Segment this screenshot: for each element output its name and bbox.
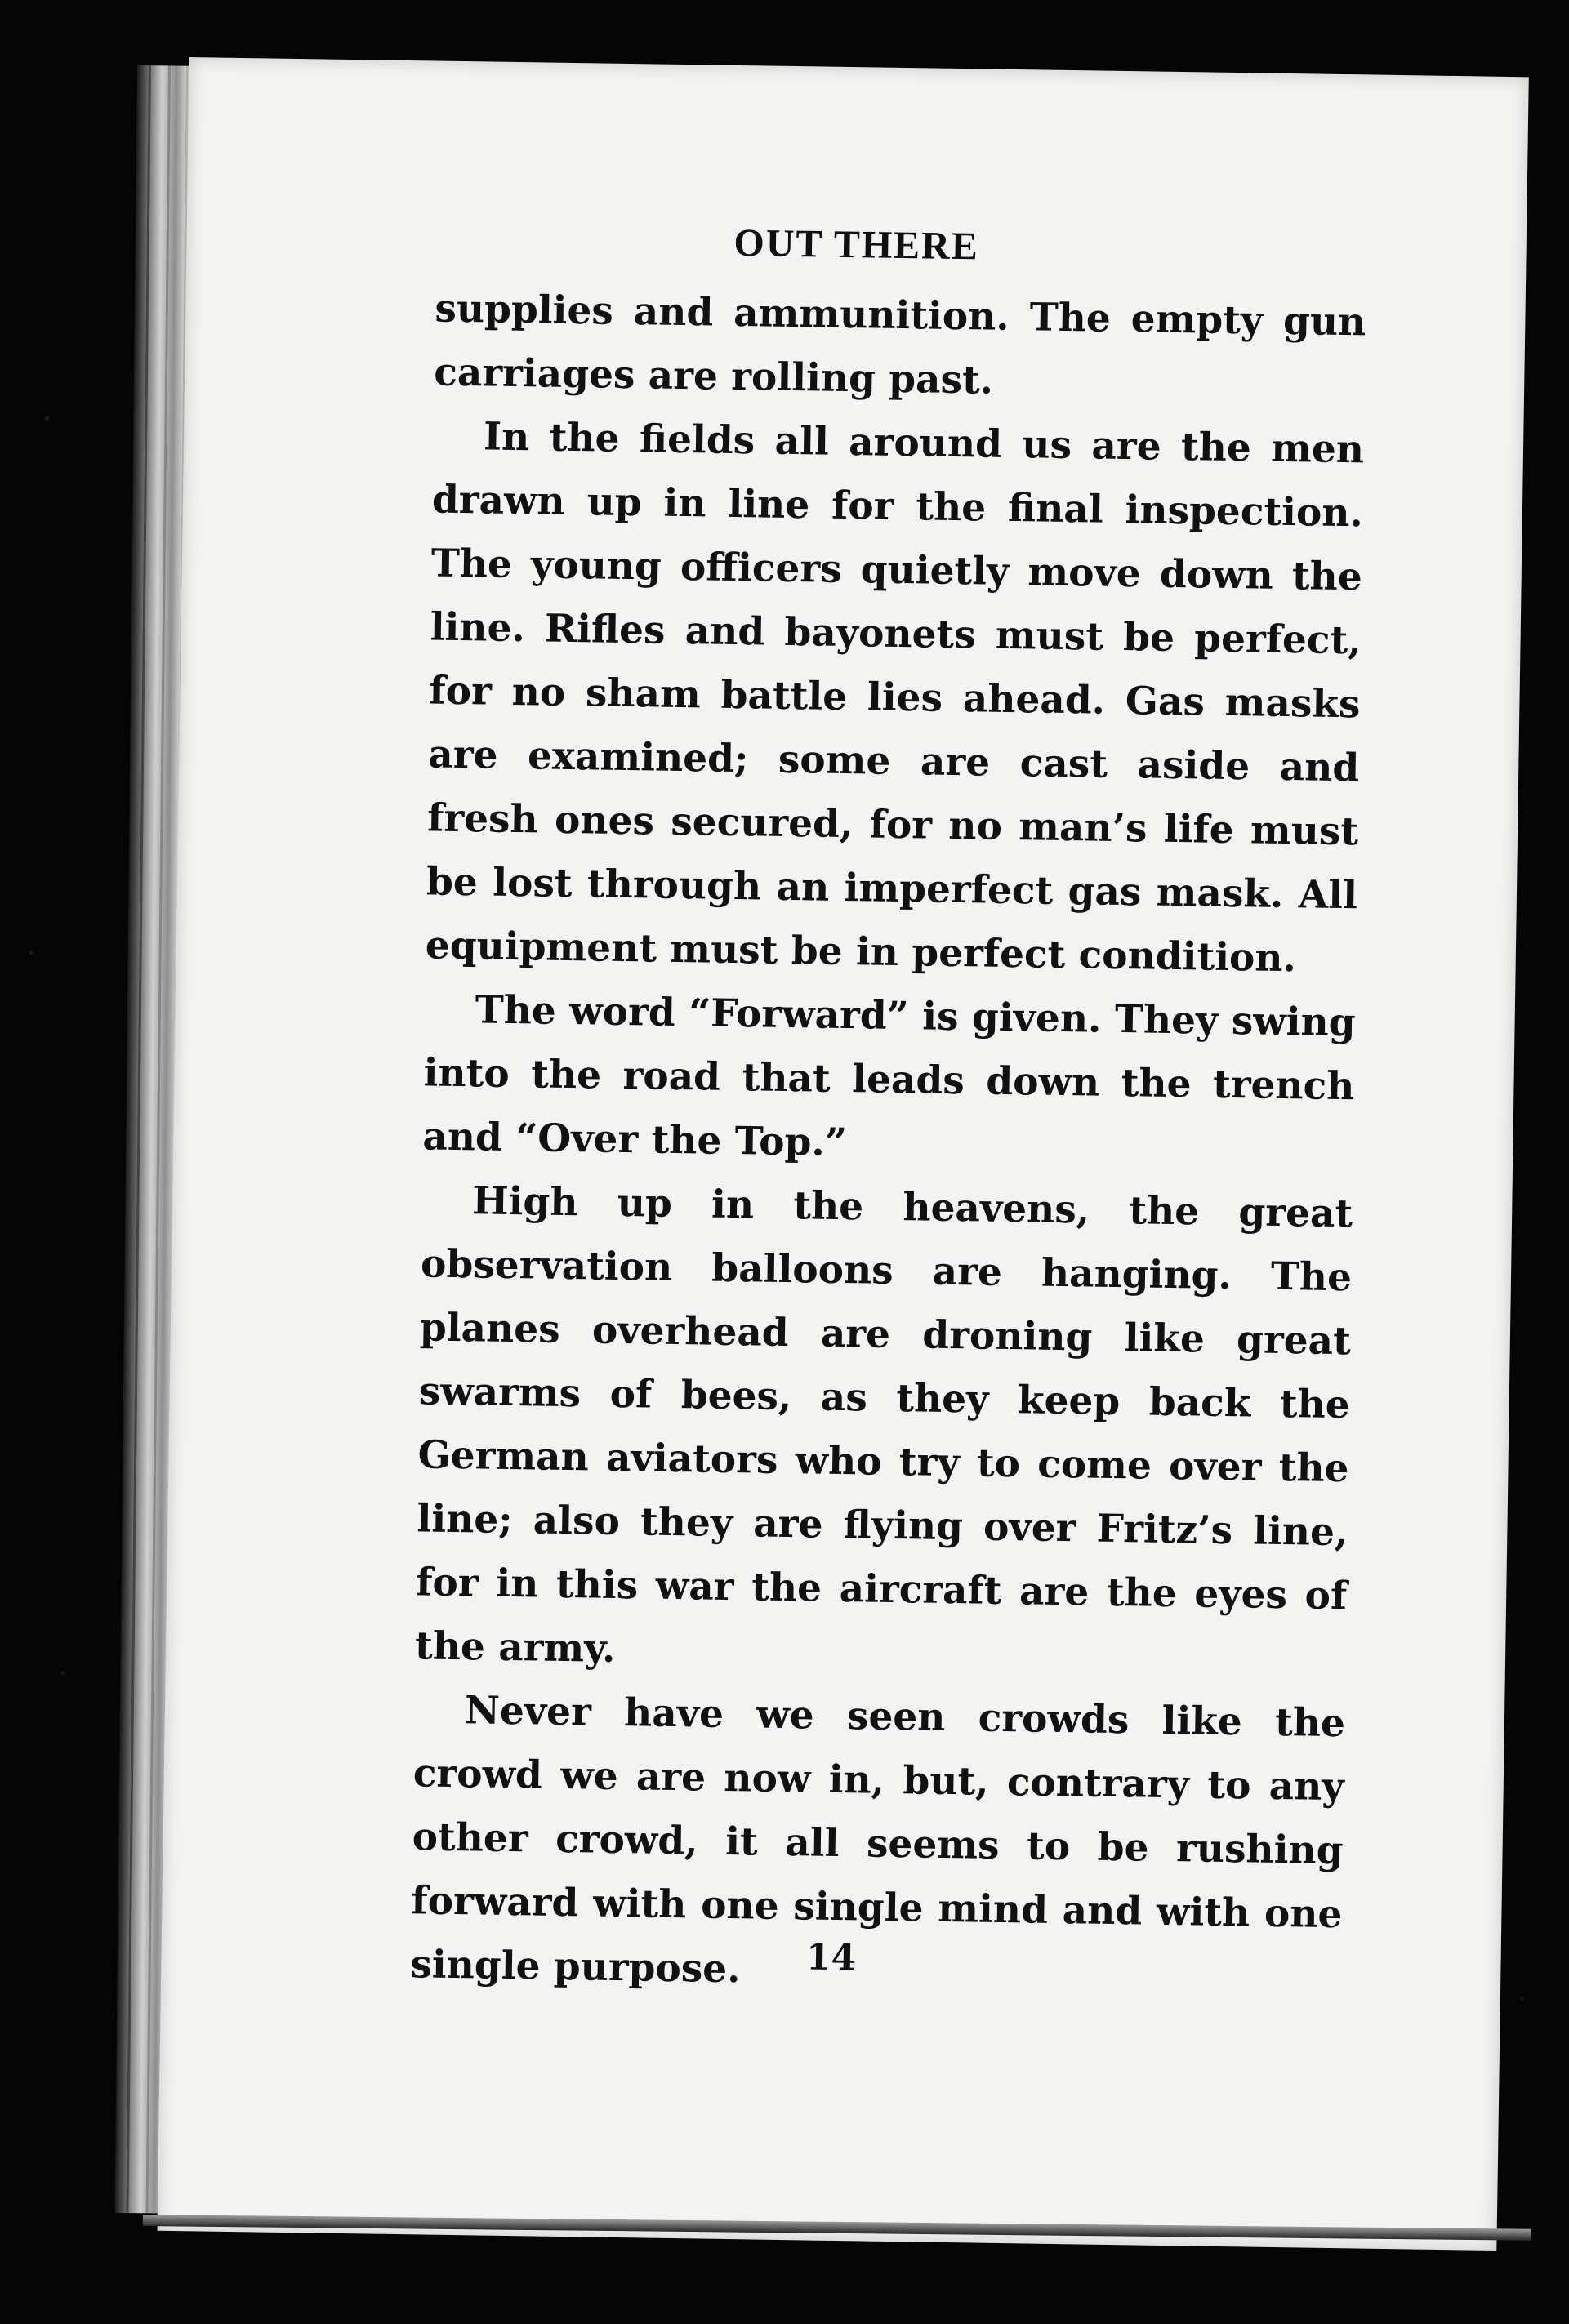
paragraph: supplies and ammunition. The empty gun carriages are rolling past. (433, 286, 1366, 403)
paragraph: High up in the heavens, the great observation balloons are hanging. The planes overhead are droning like great swarms of bees, as they keep back the German aviators who try to come over the line; also they are flying over Fritz’s line, for in this war the aircraft are the eyes of the army. (414, 1178, 1353, 1672)
paragraph: Never have we seen crowds like the crowd we are now in, but, contrary to any other crowd, it all seems to be rushing forward with one single mind and with one single purpose. (409, 1688, 1346, 1992)
page-number: 14 (805, 1936, 857, 1979)
running-head: OUT THERE (733, 220, 980, 269)
paragraph: The word “Forward” is given. They swing into the road that leads down the trench and “Over the Top.” (422, 987, 1357, 1166)
body-text (410, 277, 1366, 2010)
paragraph: In the fields all around us are the men drawn up in line for the final inspection. The young officers quietly move down the line. Rifles and bayonets must be perfect, for no sham battle lies ahead. Gas masks are examined; some are cast aside and fresh ones secured, for no man’s life must be lost through an imperfect gas mask. All equipment must be in perfect condition. (425, 414, 1365, 982)
book-page (158, 57, 1529, 2251)
